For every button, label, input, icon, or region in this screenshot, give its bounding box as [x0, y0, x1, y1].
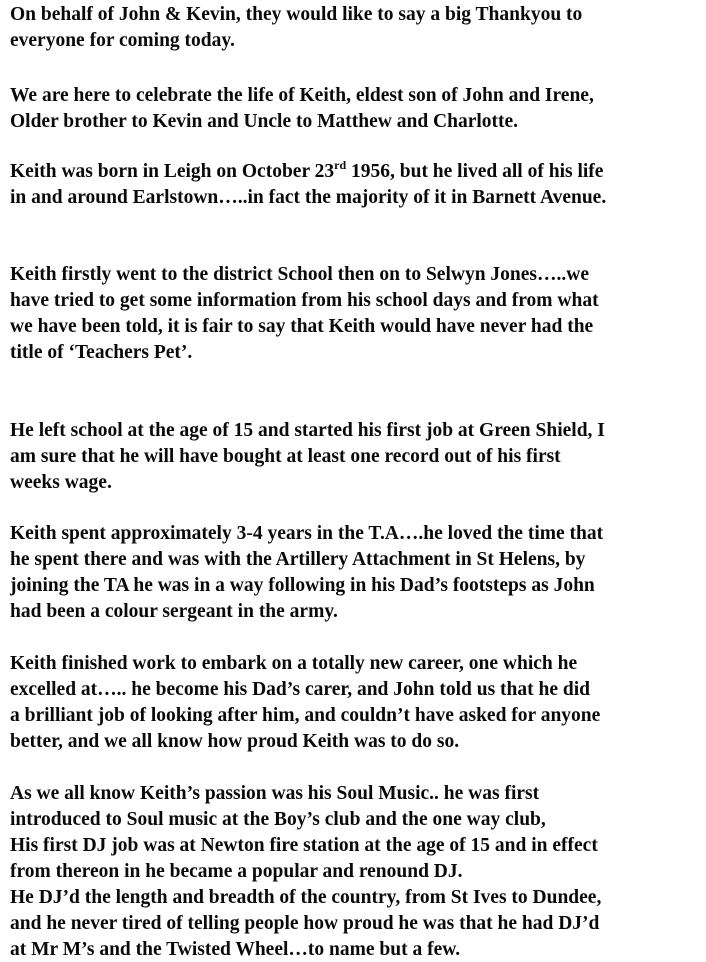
paragraph-6-line-1: Keith spent approximately 3-4 years in the T.A….he loved the time that [10, 523, 604, 544]
paragraph-5-line-2: am sure that he will have bought at least one record out of his first [10, 446, 561, 467]
paragraph-6-line-3: joining the TA he was in a way following in his Dad’s footsteps as John [10, 575, 595, 596]
birth-year-text: 1956, but he lived all of his life [346, 161, 604, 182]
paragraph-8-line-1: As we all know Keith’s passion was his Soul Music.. he was first [10, 783, 540, 804]
paragraph-8-line-2: introduced to Soul music at the Boy’s club and the one way club, [10, 809, 546, 830]
paragraph-8-line-7: at Mr M’s and the Twisted Wheel…to name but a few. [10, 939, 461, 960]
paragraph-4-line-4: title of ‘Teachers Pet’. [10, 342, 193, 363]
paragraph-2-line-2: Older brother to Kevin and Uncle to Matthew and Charlotte. [10, 111, 519, 132]
paragraph-1-line-1: On behalf of John & Kevin, they would like to say a big Thankyou to [10, 4, 583, 25]
paragraph-2-line-1: We are here to celebrate the life of Keith, eldest son of John and Irene, [10, 85, 594, 106]
paragraph-3-line-2: in and around Earlstown…..in fact the majority of it in Barnett Avenue. [10, 187, 607, 208]
paragraph-7-line-4: better, and we all know how proud Keith was to do so. [10, 731, 460, 752]
paragraph-8-line-4: from thereon in he became a popular and renound DJ. [10, 861, 463, 882]
paragraph-5-line-3: weeks wage. [10, 472, 112, 493]
paragraph-7-line-1: Keith finished work to embark on a totally new career, one which he [10, 653, 578, 674]
paragraph-4-line-1: Keith firstly went to the district School then on to Selwyn Jones…..we [10, 264, 590, 285]
paragraph-4-line-3: we have been told, it is fair to say that Keith would have never had the [10, 316, 594, 337]
paragraph-7-line-3: a brilliant job of looking after him, and couldn’t have asked for anyone [10, 705, 601, 726]
paragraph-7-line-2: excelled at….. he become his Dad’s carer, and John told us that he did [10, 679, 590, 700]
birth-date-text: Keith was born in Leigh on October 23 [10, 161, 335, 182]
paragraph-4-line-2: have tried to get some information from his school days and from what [10, 290, 599, 311]
paragraph-8-line-6: and he never tired of telling people how proud he was that he had DJ’d [10, 913, 600, 934]
paragraph-5-line-1: He left school at the age of 15 and started his first job at Green Shield, I [10, 420, 605, 441]
paragraph-8-line-3: His first DJ job was at Newton fire station at the age of 15 and in effect [10, 835, 598, 856]
paragraph-8-line-5: He DJ’d the length and breadth of the country, from St Ives to Dundee, [10, 887, 602, 908]
paragraph-3-line-1 [10, 160, 603, 184]
paragraph-6-line-2: he spent there and was with the Artillery Attachment in St Helens, by [10, 549, 586, 570]
paragraph-1-line-2: everyone for coming today. [10, 30, 235, 51]
paragraph-6-line-4: had been a colour sergeant in the army. [10, 601, 338, 622]
date-ordinal-suffix: rd [334, 158, 347, 172]
